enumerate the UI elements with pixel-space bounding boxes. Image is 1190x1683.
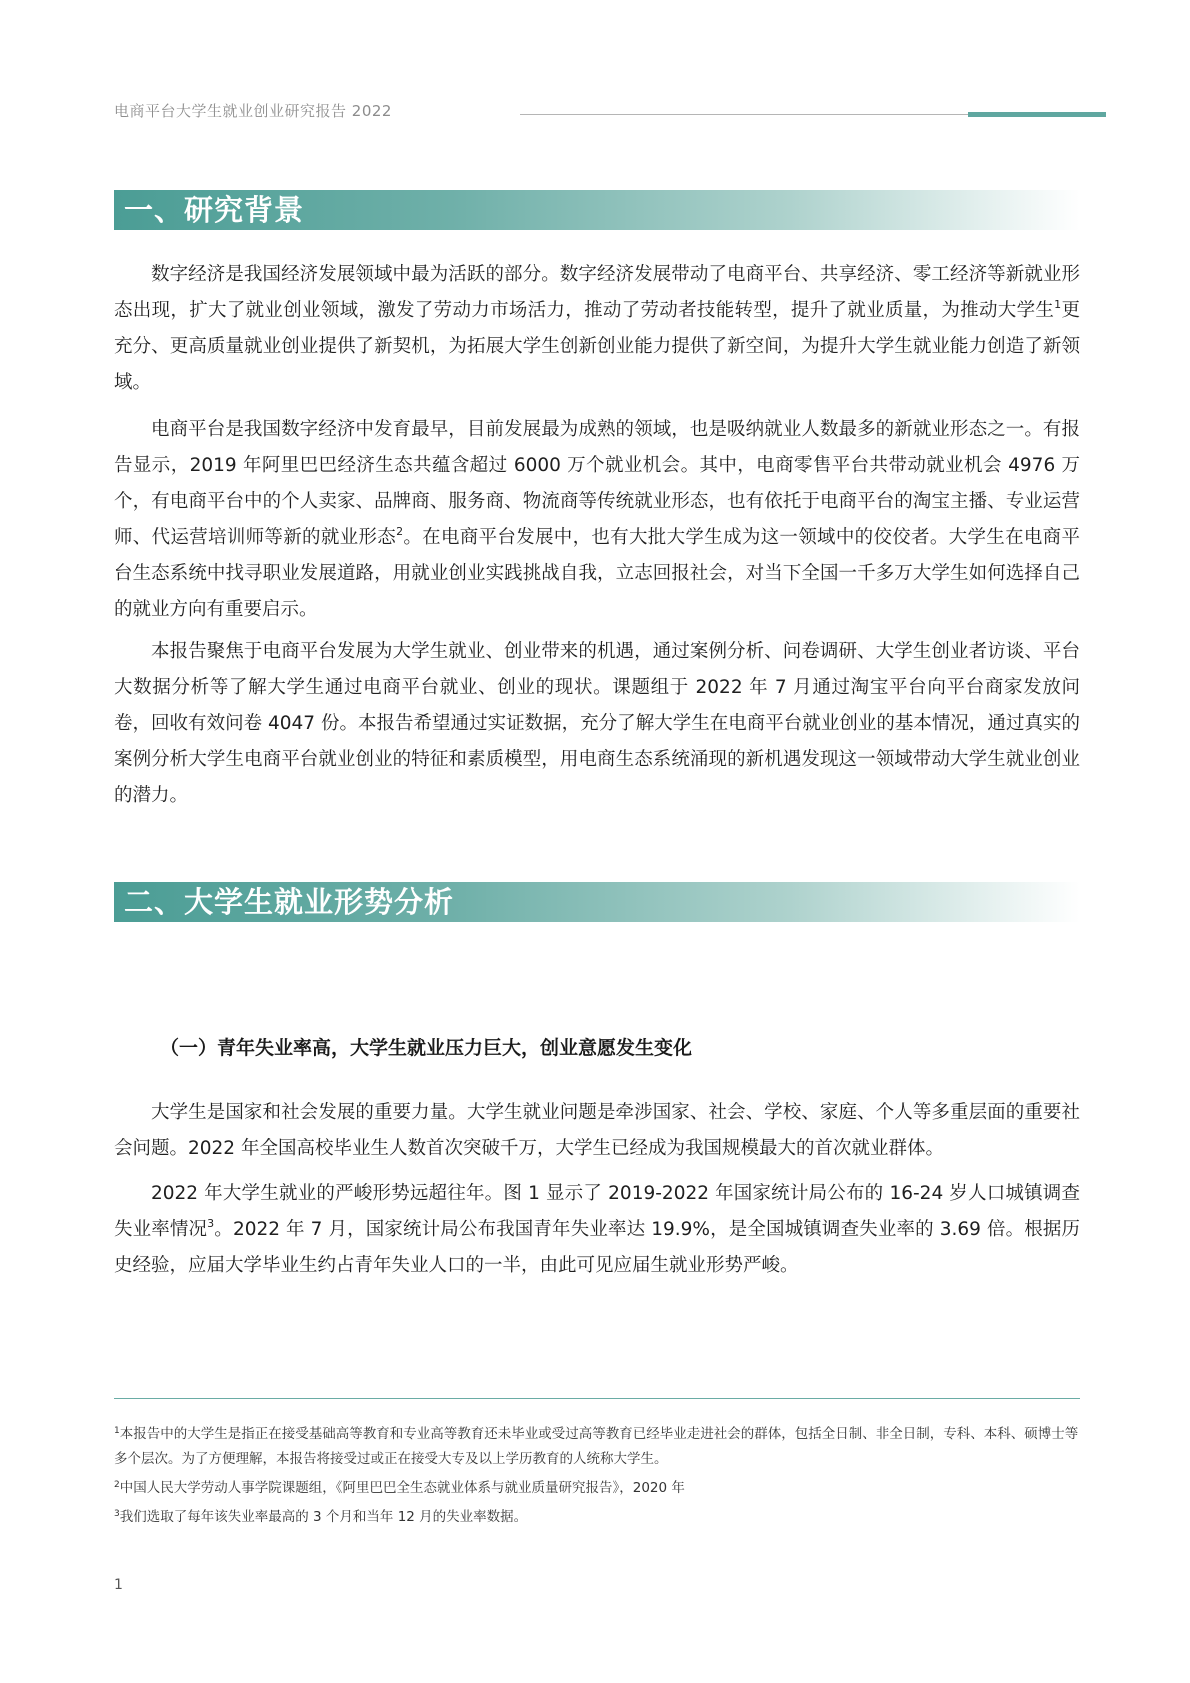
paragraph-3 [114, 634, 1080, 814]
header-accent-bar [968, 112, 1106, 117]
footnote-number: 2 [114, 1480, 120, 1490]
footnote-number: 1 [114, 1426, 120, 1436]
section-heading-research-background [114, 190, 1080, 230]
paragraph-1 [114, 257, 1080, 401]
section-heading-text: 二、大学生就业形势分析 [124, 885, 455, 919]
footnote-3 [114, 1505, 1080, 1530]
section-heading-text: 一、研究背景 [124, 193, 305, 227]
footnote-text: 本报告中的大学生是指正在接受基础高等教育和专业高等教育还未毕业或受过高等教育已经毕业走进社会的群体，包括全日制、非全日制，专科、本科、硕博士等多个层次。为了方便理解，本报告将接受过或正在接受大专及以上学历教育的人统称大学生。 [114, 1426, 1079, 1467]
paragraph-text: 。在电商平台发展中，也有大批大学生成为这一领域中的佼佼者。大学生在电商平台生态系统中找寻职业发展道路，用就业创业实践挑战自我，立志回报社会，对当下全国一千多万大学生如何选择自己的就业方向有重要启示。 [114, 527, 1080, 620]
paragraph-text: 数字经济是我国经济发展领域中最为活跃的部分。数字经济发展带动了电商平台、共享经济、零工经济等新就业形态出现，扩大了就业创业领域，激发了劳动力市场活力，推动了劳动者技能转型，提升了就业质量，为推动大学生 [114, 264, 1080, 321]
paragraph-text: 更充分、更高质量就业创业提供了新契机，为拓展大学生创新创业能力提供了新空间，为提升大学生就业能力创造了新领域。 [114, 300, 1080, 393]
footnote-text: 我们选取了每年该失业率最高的 3 个月和当年 12 月的失业率数据。 [119, 1509, 528, 1525]
footnote-text: 中国人民大学劳动人事学院课题组，《阿里巴巴全生态就业体系与就业质量研究报告》，2020 年 [119, 1480, 685, 1496]
page-number: 1 [114, 1577, 123, 1593]
paragraph-text: 2022 年大学生就业的严峻形势远超往年。图 1 显示了 2019-2022 年国家统计局公布的 16-24 岁人口城镇调查失业率情况 [114, 1183, 1080, 1240]
paragraph-text: 电商平台是我国数字经济中发育最早，目前发展最为成熟的领域，也是吸纳就业人数最多的新就业形态之一。有报告显示，2019 年阿里巴巴经济生态共蕴含超过 6000 万个就业机会。其中，电商零售平台共带动就业机会 4976 万个，有电商平台中的个人卖家、品牌商、服务商、物流商等传统就业形态，也有依托于电商平台的淘宝主播、专业运营师、代运营培训师等新的就业形态 [114, 419, 1080, 548]
section-heading-employment-analysis [114, 882, 1080, 922]
footnote-divider [114, 1398, 1080, 1399]
paragraph-text: 大学生是国家和社会发展的重要力量。大学生就业问题是牵涉国家、社会、学校、家庭、个人等多重层面的重要社会问题。2022 年全国高校毕业生人数首次突破千万，大学生已经成为我国规模最大的首次就业群体。 [114, 1102, 1080, 1159]
footnote-ref-1[interactable]: 1 [1054, 298, 1062, 311]
footnote-ref-2[interactable]: 2 [396, 525, 404, 538]
footnote-ref-3[interactable]: 3 [207, 1217, 215, 1230]
footnote-number: 3 [114, 1509, 120, 1519]
paragraph-2 [114, 412, 1080, 628]
paragraph-4 [114, 1095, 1080, 1167]
footnote-2 [114, 1476, 1080, 1501]
paragraph-text: 本报告聚焦于电商平台发展为大学生就业、创业带来的机遇，通过案例分析、问卷调研、大学生创业者访谈、平台大数据分析等了解大学生通过电商平台就业、创业的现状。课题组于 2022 年 7 月通过淘宝平台向平台商家发放问卷，回收有效问卷 4047 份。本报告希望通过实证数据，充分了解大学生在电商平台就业创业的基本情况，通过真实的案例分析大学生电商平台就业创业的特征和素质模型，用电商生态系统涌现的新机遇发现这一领域带动大学生就业创业的潜力。 [114, 641, 1080, 806]
subsection-heading: （一）青年失业率高，大学生就业压力巨大，创业意愿发生变化 [160, 1037, 693, 1059]
paragraph-5 [114, 1176, 1080, 1284]
paragraph-text: 。2022 年 7 月，国家统计局公布我国青年失业率达 19.9%，是全国城镇调查失业率的 3.69 倍。根据历史经验，应届大学毕业生约占青年失业人口的一半，由此可见应届生就业形势严峻。 [114, 1219, 1080, 1276]
footnote-1 [114, 1422, 1080, 1472]
report-title: 电商平台大学生就业创业研究报告 2022 [114, 102, 392, 120]
